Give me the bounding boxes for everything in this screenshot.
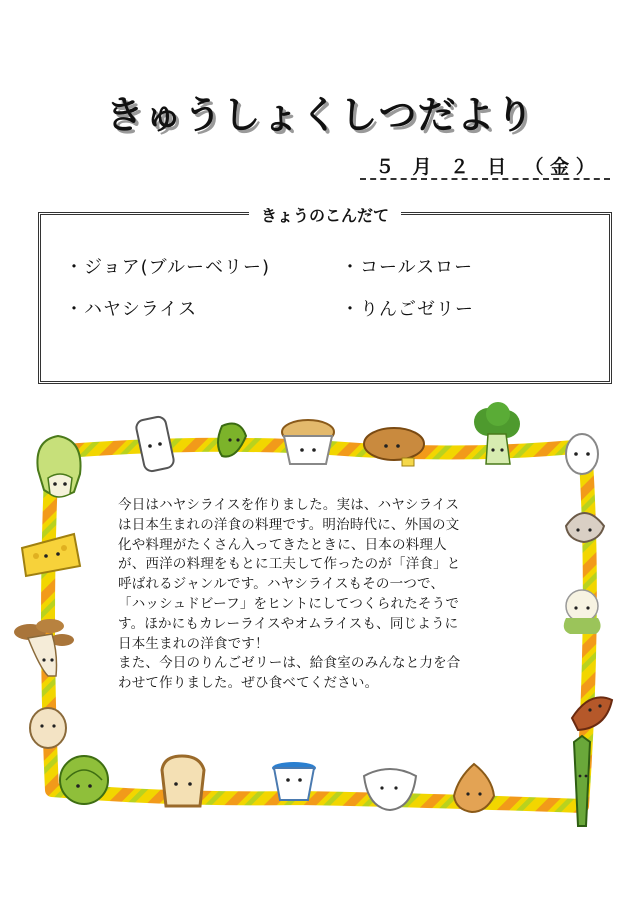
toast-character xyxy=(162,756,204,806)
message-line: 化や料理がたくさん入ってきたときに、日本の料理人 xyxy=(118,536,447,553)
cabbage-character xyxy=(60,756,108,804)
menu-item-salad: ・コールスロー xyxy=(341,257,474,278)
mushroom-character xyxy=(14,619,74,676)
date-weekday: （ 金 ） xyxy=(524,155,595,178)
date-month-unit: 月 xyxy=(412,155,432,178)
egg-character xyxy=(566,434,598,474)
asparagus-character xyxy=(574,736,590,826)
menu-item-drink: ・ジョア(ブルーベリー) xyxy=(65,257,270,278)
sausage-character xyxy=(572,697,612,730)
message-line: わせて作りました。ぜひ食べてください。 xyxy=(118,675,379,692)
napa-cabbage-character xyxy=(37,436,80,497)
yogurt-character xyxy=(272,762,316,800)
message-line: が、西洋の料理をもとに工夫して作ったのが「洋食」と xyxy=(118,556,461,573)
milk-bottle-character xyxy=(135,415,175,472)
message-line: 呼ばれるジャンルです。ハヤシライスもその一つで、 xyxy=(118,576,445,593)
onion-character xyxy=(454,764,494,812)
message-line: す。ほかにもカレーライスやオムライスも、同じように xyxy=(118,615,459,632)
bread-loaf-character xyxy=(364,428,424,466)
message-line: また、今日のりんごゼリーは、給食室のみんなと力を合 xyxy=(118,655,461,672)
potato-character xyxy=(30,708,66,748)
message-line: 「ハッシュドビーフ」をヒントにしてつくられたそうで xyxy=(118,595,460,612)
date-day-unit: 日 xyxy=(487,155,507,178)
date-day: ２ xyxy=(449,155,469,178)
menu-item-dessert: ・りんごゼリー xyxy=(341,299,474,320)
menu-item-main: ・ハヤシライス xyxy=(65,299,198,320)
message-line: は日本生まれの洋食の料理です。明治時代に、外国の文 xyxy=(118,516,460,533)
cauliflower-character xyxy=(564,590,601,634)
clam-character xyxy=(566,513,604,542)
page-title: きゅうしょくしつだより xyxy=(105,93,535,137)
menu-heading: きょうのこんだて xyxy=(249,206,401,225)
natto-character xyxy=(282,420,334,464)
message-line: 今日はハヤシライスを作りました。実は、ハヤシライス xyxy=(118,497,460,513)
date-month: ５ xyxy=(375,155,395,178)
cheese-character xyxy=(22,534,80,576)
message-line: 日本生まれの洋食です！ xyxy=(118,635,269,652)
message-body xyxy=(118,496,526,694)
